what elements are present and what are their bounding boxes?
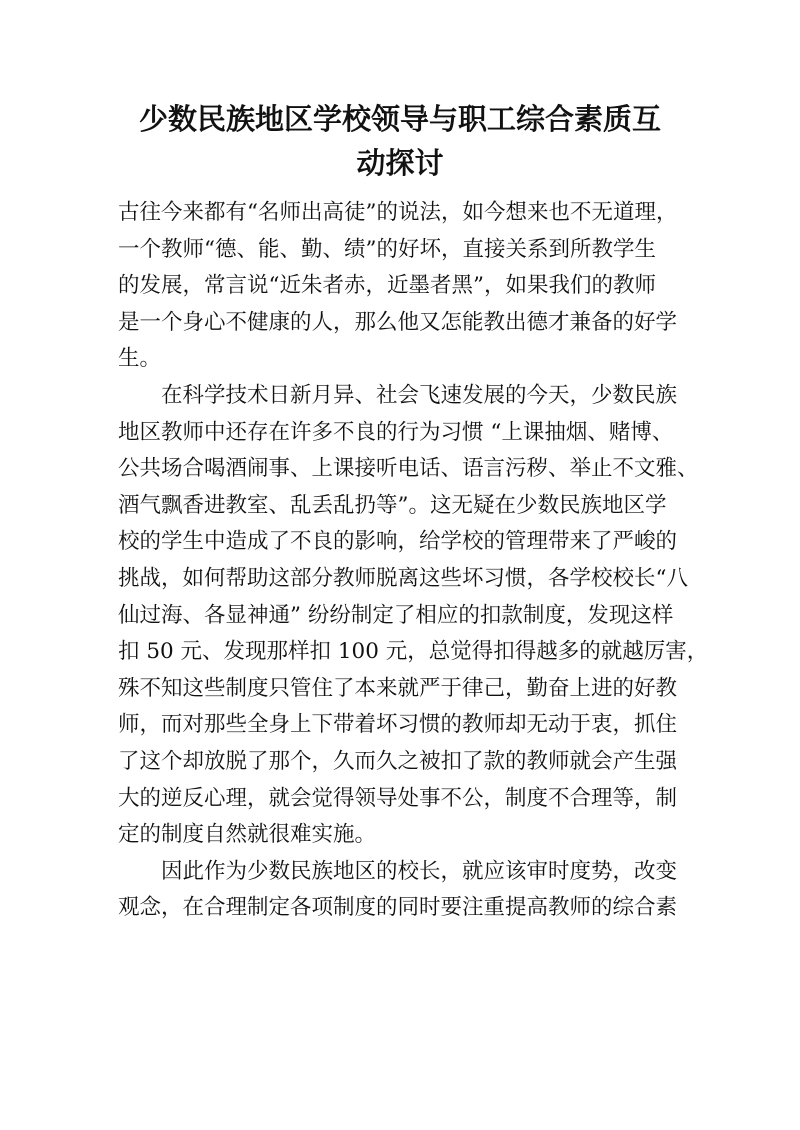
document-body: [118, 195, 709, 927]
text-line: 仙过海、各显神通” 纷纷制定了相应的扣款制度，发现这样: [118, 602, 674, 628]
text-line: 是一个身心不健康的人，那么他又怎能教出德才兼备的好学: [118, 309, 678, 335]
text-line: 挑战，如何帮助这部分教师脱离这些坏习惯，各学校校长“八: [118, 565, 688, 591]
text-line: 的发展，常言说“近朱者赤，近墨者黑”，如果我们的教师: [118, 273, 656, 299]
text-line: 观念，在合理制定各项制度的同时要注重提高教师的综合素: [118, 895, 678, 921]
title-line: 动探讨: [356, 146, 444, 180]
text-line: 扣 50 元、发现那样扣 100 元，总觉得扣得越多的就越厉害，: [118, 639, 709, 665]
text-line: 酒气飘香进教室、乱丢乱扔等”。这无疑在少数民族地区学: [118, 492, 667, 518]
paragraph-2: [118, 378, 709, 854]
text-line: 定的制度自然就很难实施。: [118, 822, 377, 848]
document-title: [110, 97, 690, 185]
text-line: 公共场合喝酒闹事、上课接听电话、语言污秽、举止不文雅、: [118, 456, 699, 482]
paragraph-1: [118, 195, 688, 378]
text-line: 古往今来都有“名师出高徒”的说法，如今想来也不无道理，: [118, 200, 678, 225]
text-line: 师，而对那些全身上下带着坏习惯的教师却无动于衷，抓住: [118, 712, 678, 738]
text-line: 校的学生中造成了不良的影响，给学校的管理带来了严峻的: [118, 529, 678, 555]
text-line: 殊不知这些制度只管住了本来就严于律己，勤奋上进的好教: [118, 675, 678, 701]
text-line: 生。: [118, 346, 162, 372]
text-line: 在科学技术日新月异、社会飞速发展的今天，少数民族: [118, 382, 678, 408]
text-line: 一个教师“德、能、勤、绩”的好坏，直接关系到所教学生: [118, 236, 656, 262]
text-line: 了这个却放脱了那个，久而久之被扣了款的教师就会产生强: [118, 748, 678, 774]
text-line: 地区教师中还存在许多不良的行为习惯 “上课抽烟、赌博、: [118, 419, 674, 445]
text-line: 大的逆反心理，就会觉得领导处事不公，制度不合理等，制: [118, 785, 678, 811]
paragraph-3: [118, 854, 688, 927]
title-line: 少数民族地区学校领导与职工综合素质互: [138, 102, 661, 136]
text-line: 因此作为少数民族地区的校长，就应该审时度势，改变: [118, 858, 678, 884]
